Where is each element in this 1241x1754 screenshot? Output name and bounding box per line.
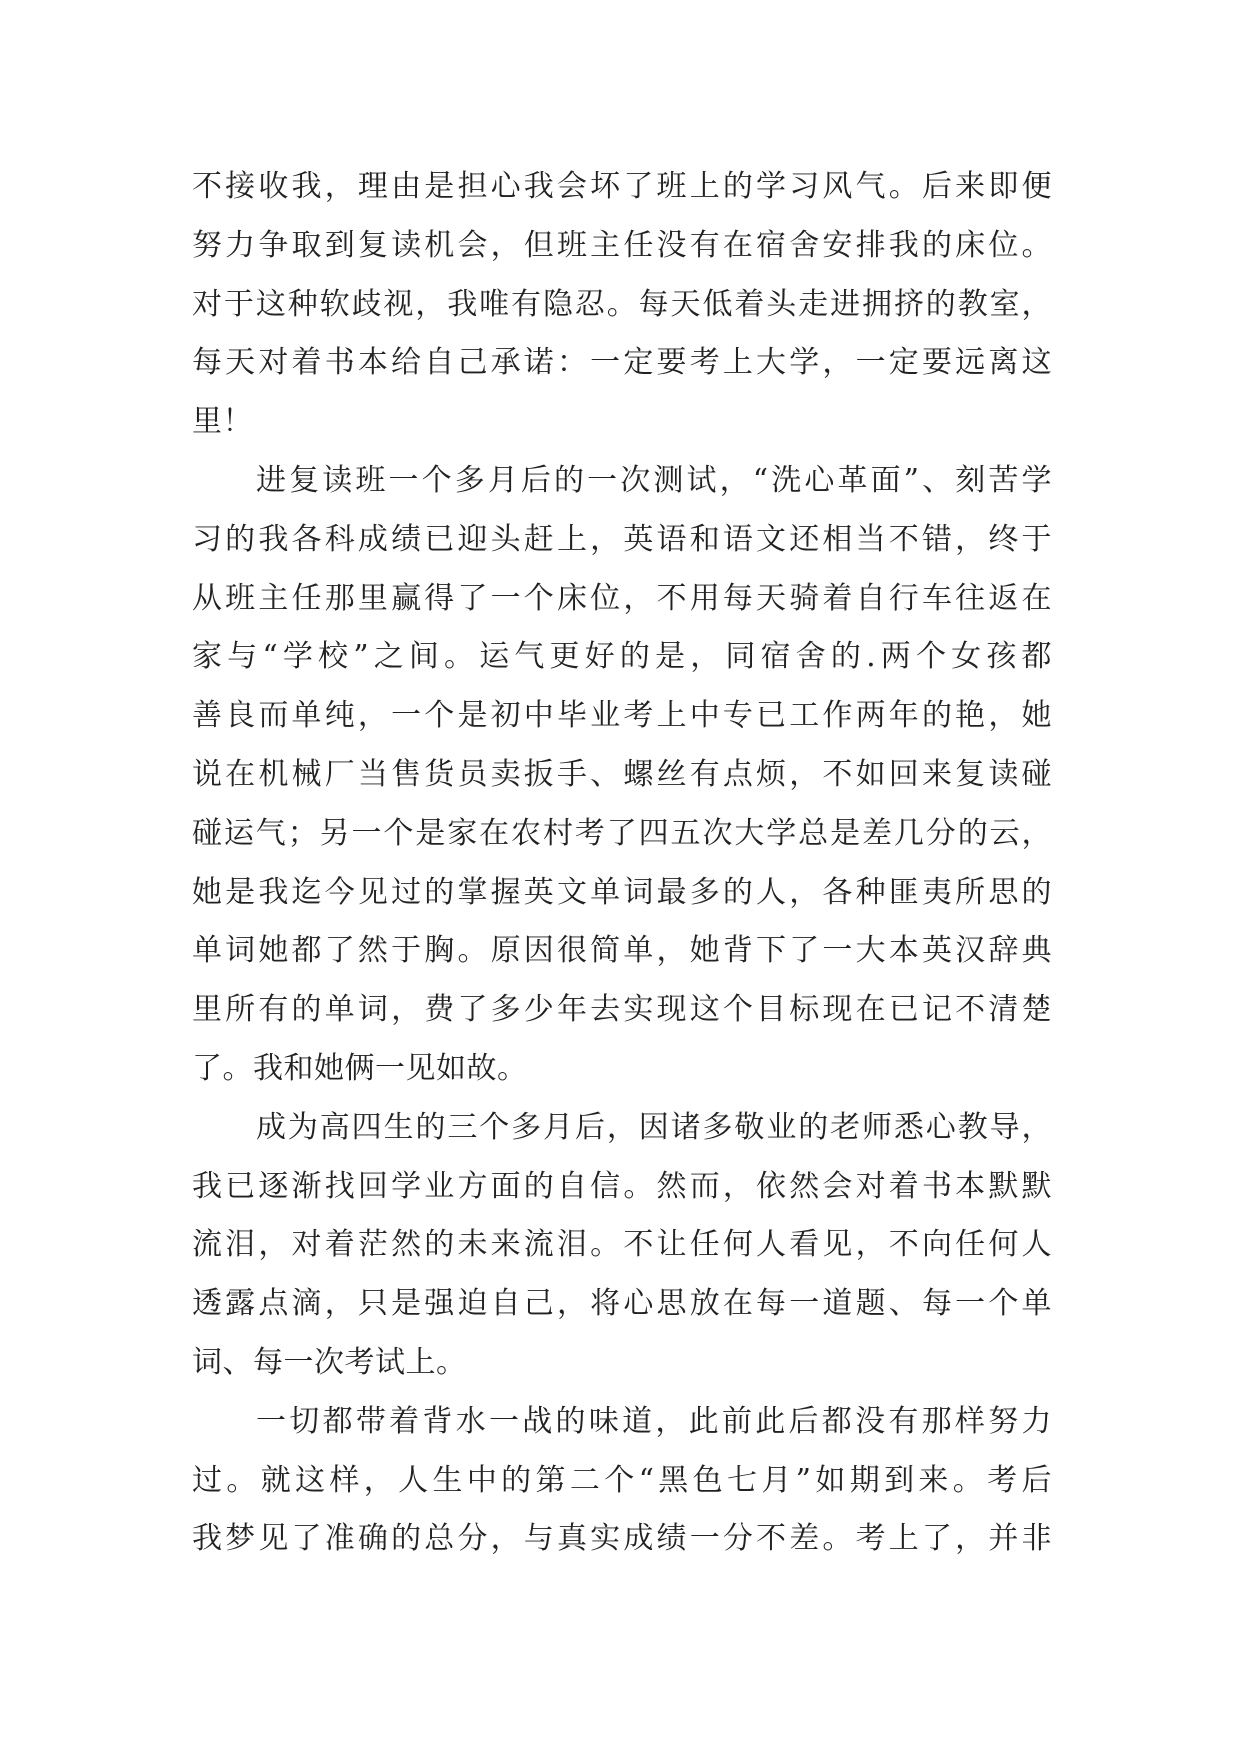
text-line: 努力争取到复读机会，但班主任没有在宿舍安排我的床位。 — [192, 227, 1052, 263]
text-line: 了。我和她俩一见如故。 — [192, 1050, 528, 1086]
text-line: 我已逐渐找回学业方面的自信。然而，依然会对着书本默默 — [192, 1168, 1052, 1204]
text-line: 流泪，对着茫然的未来流泪。不让任何人看见，不向任何人 — [192, 1227, 1052, 1263]
text-line: 进复读班一个多月后的一次测试，“洗心革面”、刻苦学 — [256, 462, 1052, 498]
text-line: 她是我迄今见过的掌握英文单词最多的人，各种匪夷所思的 — [192, 874, 1052, 910]
text-line: 词、每一次考试上。 — [192, 1344, 467, 1380]
text-line: 过。就这样，人生中的第二个“黑色七月”如期到来。考后 — [192, 1462, 1052, 1498]
text-line: 对于这种软歧视，我唯有隐忍。每天低着头走进拥挤的教室， — [192, 286, 1052, 322]
text-line: 每天对着书本给自己承诺：一定要考上大学，一定要远离这 — [192, 345, 1052, 381]
body-text — [192, 158, 1052, 1569]
text-line: 从班主任那里赢得了一个床位，不用每天骑着自行车往返在 — [192, 580, 1052, 616]
text-line: 不接收我，理由是担心我会坏了班上的学习风气。后来即便 — [192, 169, 1052, 204]
text-line: 说在机械厂当售货员卖扳手、螺丝有点烦，不如回来复读碰 — [192, 756, 1052, 792]
text-line: 家与“学校”之间。运气更好的是，同宿舍的.两个女孩都 — [192, 639, 1052, 675]
text-line: 里所有的单词，费了多少年去实现这个目标现在已记不清楚 — [192, 992, 1052, 1028]
text-line: 碰运气；另一个是家在农村考了四五次大学总是差几分的云， — [192, 815, 1052, 851]
text-line: 透露点滴，只是强迫自己，将心思放在每一道题、每一个单 — [192, 1286, 1052, 1322]
text-line: 我梦见了准确的总分，与真实成绩一分不差。考上了，并非 — [192, 1521, 1052, 1557]
text-line: 单词她都了然于胸。原因很简单，她背下了一大本英汉辞典 — [192, 933, 1052, 969]
text-line: 习的我各科成绩已迎头赶上，英语和语文还相当不错，终于 — [192, 521, 1052, 557]
text-line: 成为高四生的三个多月后，因诸多敬业的老师悉心教导， — [256, 1109, 1052, 1145]
text-line: 一切都带着背水一战的味道，此前此后都没有那样努力 — [256, 1403, 1052, 1439]
text-line: 里！ — [192, 404, 253, 440]
text-line: 善良而单纯，一个是初中毕业考上中专已工作两年的艳，她 — [192, 698, 1052, 734]
